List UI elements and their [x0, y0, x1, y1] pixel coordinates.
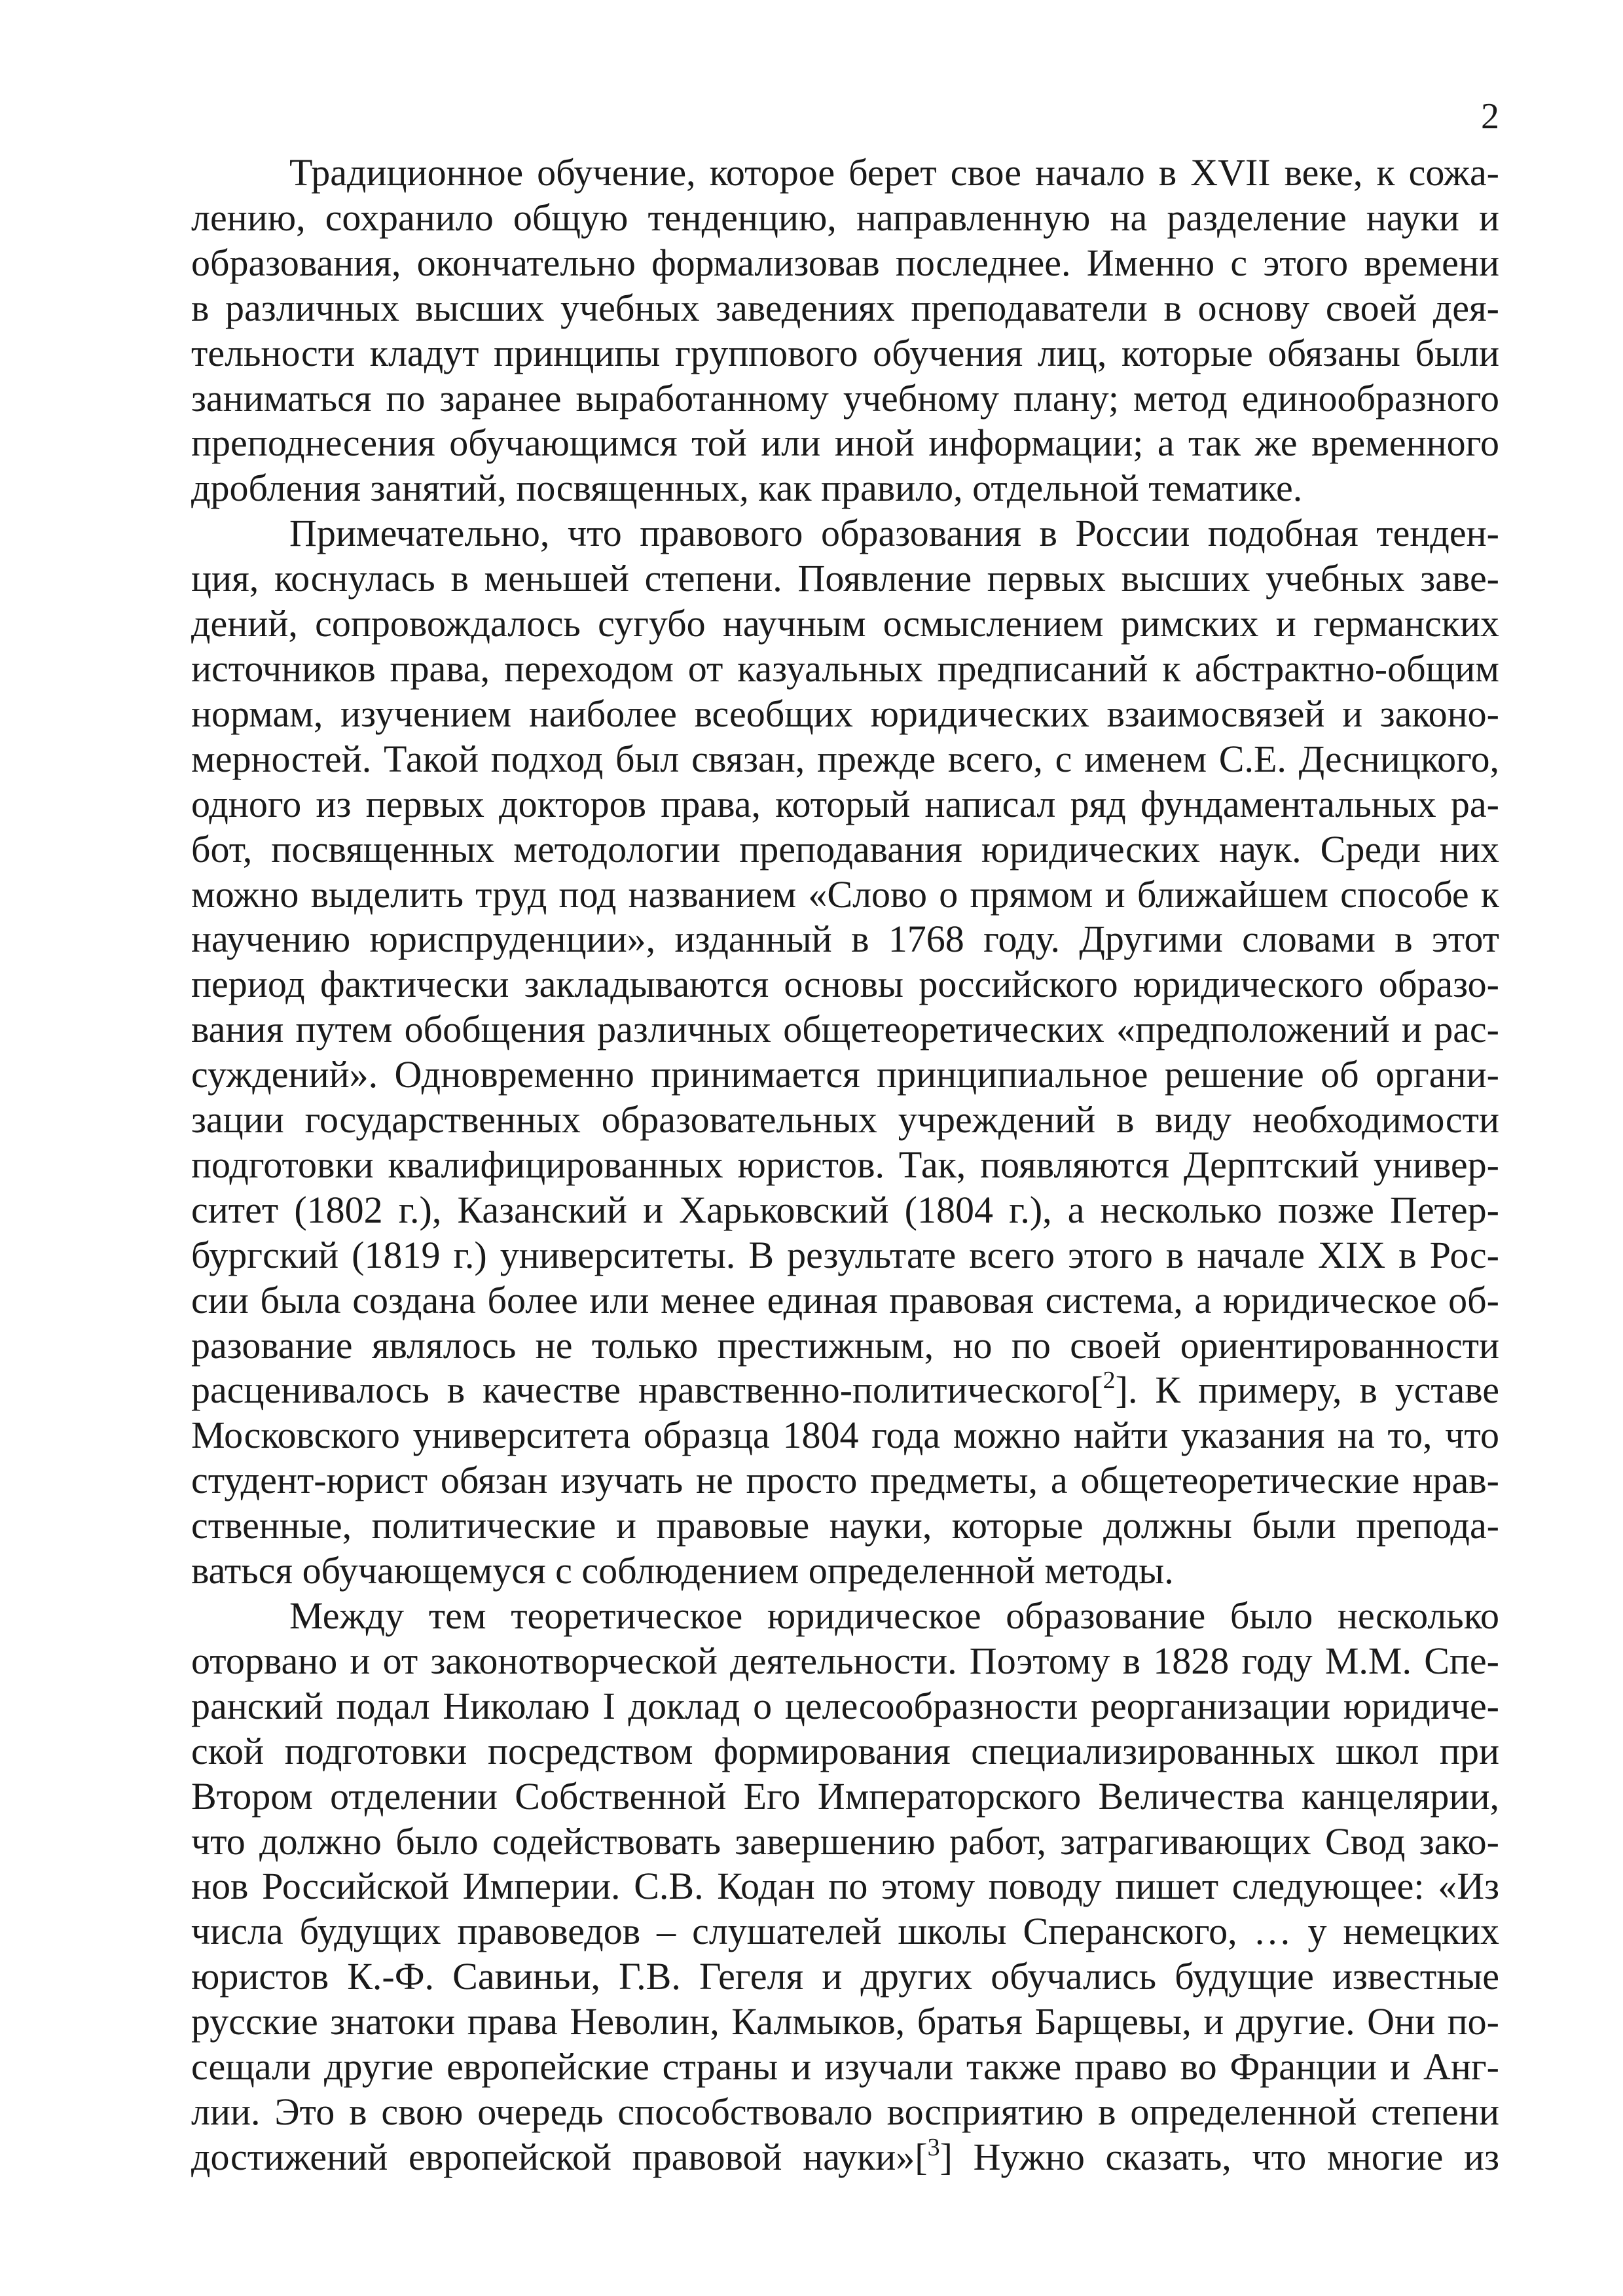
text-line: бургский (1819 г.) университеты. В результате всего этого в начале XIX в Рос- — [191, 1233, 1499, 1276]
paragraph-3 — [191, 1594, 1499, 2180]
text-line: ваться обучающемуся с соблюдением определенной методы. — [191, 1549, 1174, 1592]
text-line: источников права, переходом от казуальных предписаний к абстрактно-общим — [191, 647, 1499, 690]
text-line: вания путем обобщения различных общетеоретических «предположений и рас- — [191, 1008, 1499, 1051]
paragraph-2 — [191, 511, 1499, 1594]
text-line: нов Российской Империи. С.В. Кодан по этому поводу пишет следующее: «Из — [191, 1865, 1499, 1908]
text-line: ция, коснулась в меньшей степени. Появление первых высших учебных заве- — [191, 557, 1499, 600]
footnote-reference: 3 — [927, 2133, 940, 2161]
text-line: подготовки квалифицированных юристов. Так, появляются Дерптский универ- — [191, 1143, 1499, 1186]
text-line: разование являлось не только престижным, но по своей ориентированности — [191, 1323, 1499, 1367]
text-line: лению, сохранило общую тенденцию, направленную на разделение науки и — [191, 196, 1499, 239]
text-line: дробления занятий, посвященных, как правило, отдельной тематике. — [191, 467, 1303, 510]
page-number: 2 — [1481, 96, 1499, 137]
paragraph-1 — [191, 151, 1499, 511]
text-line: Втором отделении Собственной Его Императорского Величества канцелярии, — [191, 1774, 1499, 1818]
text-line: ситет (1802 г.), Казанский и Харьковский (1804 г.), а несколько позже Петер- — [191, 1188, 1499, 1231]
text-line: юристов К.-Ф. Савиньи, Г.В. Гегеля и других обучались будущие известные — [191, 1955, 1499, 1998]
text-line: мерностей. Такой подход был связан, прежде всего, с именем С.Е. Десницкого, — [191, 737, 1499, 780]
text-line: студент-юрист обязан изучать не просто предметы, а общетеоретические нрав- — [191, 1459, 1499, 1502]
text-line: преподнесения обучающимся той или иной информации; а так же временного — [191, 422, 1499, 465]
text-line: период фактически закладываются основы российского юридического образо- — [191, 963, 1499, 1006]
text-line: заниматься по заранее выработанному учебному плану; метод единообразного — [191, 376, 1499, 420]
text-line: одного из первых докторов права, который написал ряд фундаментальных ра- — [191, 782, 1499, 825]
text-line: ской подготовки посредством формирования специализированных школ при — [191, 1729, 1499, 1772]
document-body — [191, 151, 1499, 2180]
text-line: суждений». Одновременно принимается принципиальное решение об органи- — [191, 1053, 1499, 1096]
text-line: Примечательно, что правового образования в России подобная тенден- — [289, 512, 1499, 555]
text-line: русские знатоки права Неволин, Калмыков, братья Барщевы, и другие. Они по- — [191, 2000, 1499, 2043]
text-line: сии была создана более или менее единая правовая система, а юридическое об- — [191, 1278, 1499, 1321]
text-line: лии. Это в свою очередь способствовало восприятию в определенной степени — [191, 2090, 1499, 2133]
text-line: ственные, политические и правовые науки, которые должны были препода- — [191, 1504, 1499, 1547]
text-line-with-footnote — [191, 2135, 1499, 2180]
text-line: в различных высших учебных заведениях преподаватели в основу своей дея- — [191, 286, 1499, 329]
text-line: тельности кладут принципы группового обучения лиц, которые обязаны были — [191, 331, 1499, 374]
text-line: бот, посвященных методологии преподавания юридических наук. Среди них — [191, 827, 1499, 870]
footnote-reference: 2 — [1103, 1367, 1116, 1395]
text-line: ранский подал Николаю I доклад о целесообразности реорганизации юридиче- — [191, 1684, 1499, 1727]
text-line-with-footnote — [191, 1368, 1499, 1413]
text-line: Московского университета образца 1804 года можно найти указания на то, что — [191, 1414, 1499, 1457]
text-segment: ] Нужно сказать, что многие из — [939, 2135, 1499, 2178]
text-line: числа будущих правоведов – слушателей школы Сперанского, … у немецких — [191, 1910, 1499, 1953]
text-segment: ]. К примеру, в уставе — [1115, 1369, 1500, 1412]
text-line: зации государственных образовательных учреждений в виду необходимости — [191, 1098, 1499, 1141]
text-line: сещали другие европейские страны и изучали также право во Франции и Анг- — [191, 2045, 1499, 2089]
text-line: можно выделить труд под названием «Слово о прямом и ближайшем способе к — [191, 872, 1499, 916]
text-line: дений, сопровождалось сугубо научным осмыслением римских и германских — [191, 602, 1499, 645]
text-line: образования, окончательно формализовав последнее. Именно с этого времени — [191, 241, 1499, 284]
text-line: Между тем теоретическое юридическое образование было несколько — [289, 1594, 1499, 1637]
text-line: Традиционное обучение, которое берет свое начало в XVII веке, к сожа- — [289, 151, 1499, 194]
text-segment: расценивалось в качестве нравственно-политического[ — [191, 1369, 1103, 1412]
text-line: что должно было содействовать завершению работ, затрагивающих Свод зако- — [191, 1820, 1499, 1863]
text-segment: достижений европейской правовой науки»[ — [191, 2135, 928, 2178]
text-line: нормам, изучением наиболее всеобщих юридических взаимосвязей и законо- — [191, 692, 1499, 735]
text-line: научению юриспруденции», изданный в 1768 году. Другими словами в этот — [191, 918, 1499, 961]
text-line: оторвано и от законотворческой деятельности. Поэтому в 1828 году М.М. Спе- — [191, 1639, 1499, 1682]
